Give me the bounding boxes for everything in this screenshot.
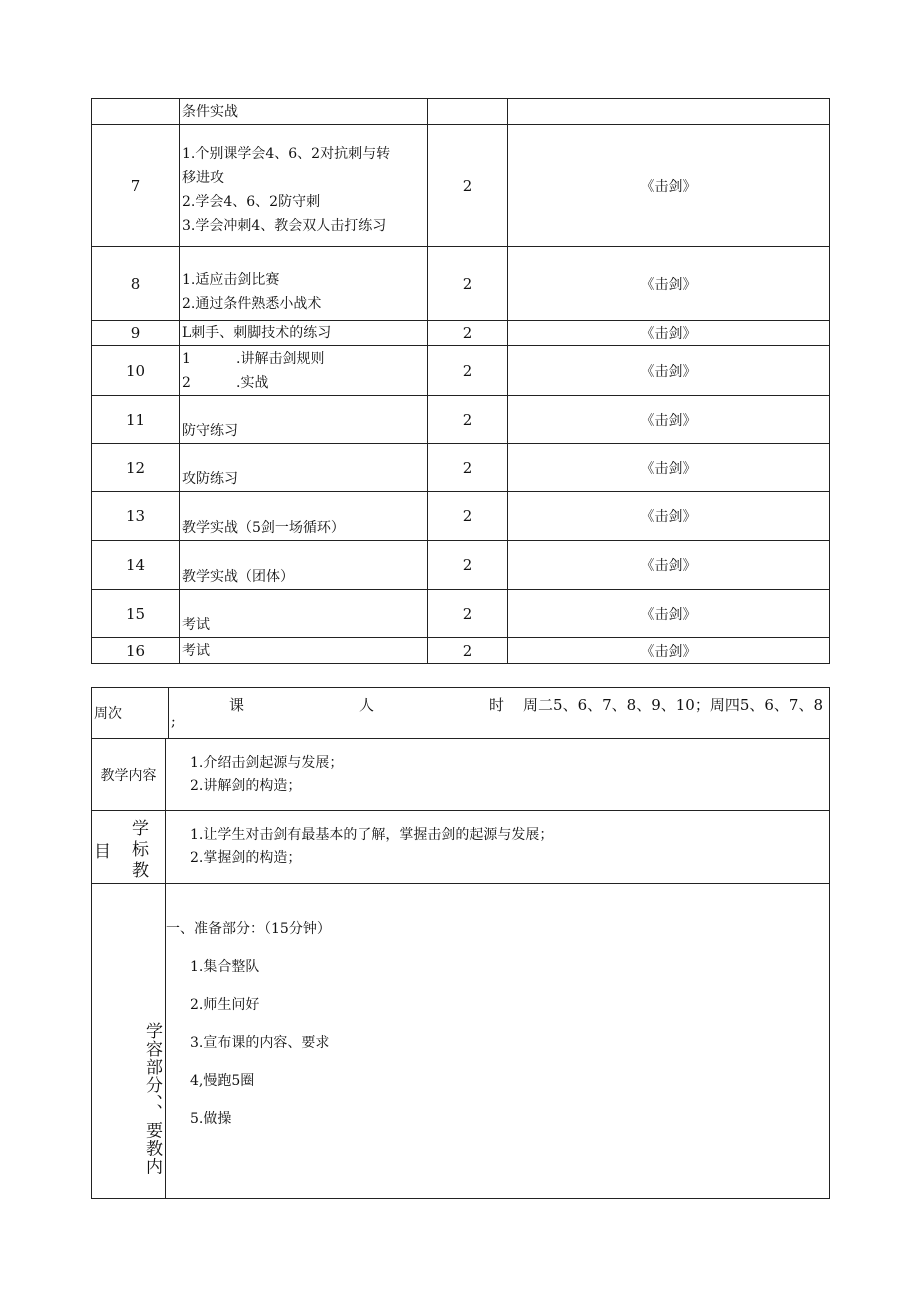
week-cell: 12: [92, 444, 180, 492]
hours-cell: 2: [428, 346, 508, 396]
table-row: [92, 346, 830, 396]
procedure-body: [166, 884, 830, 1199]
content-label: 教学内容: [92, 739, 166, 811]
week-cell: 8: [92, 247, 180, 321]
content-cell: 考试: [180, 638, 428, 664]
hours-cell: 2: [428, 492, 508, 541]
content-body: 1.介绍击剑起源与发展； 2.讲解剑的构造；: [166, 739, 830, 811]
week-label: 周次: [92, 688, 169, 738]
content-cell: 考试: [180, 590, 428, 638]
table-row: [92, 739, 830, 811]
textbook-cell: 《击剑》: [508, 321, 830, 346]
plan-item: 1.集合整队: [190, 959, 260, 975]
table-row: [92, 444, 830, 492]
content-cell: L刺手、刺脚技术的练习: [180, 321, 428, 346]
content-cell: 1.适应击剑比赛 2.通过条件熟悉小战术: [180, 247, 428, 321]
course-schedule-table: [91, 98, 830, 664]
hours-cell: 2: [428, 444, 508, 492]
plan-item: 2.师生问好: [190, 997, 260, 1013]
plan-heading: 一、准备部分：（15分钟）: [166, 921, 331, 937]
table-row: [92, 638, 830, 664]
table-row: [92, 884, 830, 1199]
hours-cell: 2: [428, 125, 508, 247]
hours-cell: 2: [428, 247, 508, 321]
week-cell: 10: [92, 346, 180, 396]
textbook-cell: 《击剑》: [508, 444, 830, 492]
table-row: [92, 125, 830, 247]
class-hours-value: 周二5、6、7、8、9、10；周四5、6、7、8: [523, 696, 824, 714]
textbook-cell: 《击剑》: [508, 247, 830, 321]
method-label: 学容部分、、要教内: [92, 884, 166, 1199]
table-row: [92, 396, 830, 444]
textbook-cell: 《击剑》: [508, 590, 830, 638]
table-row: [92, 541, 830, 590]
week-cell: 9: [92, 321, 180, 346]
table-row: [92, 247, 830, 321]
hours-cell: 2: [428, 396, 508, 444]
content-cell: 教学实战（团体）: [180, 541, 428, 590]
week-cell: 13: [92, 492, 180, 541]
textbook-cell: 《击剑》: [508, 492, 830, 541]
content-cell: 教学实战（5剑一场循环）: [180, 492, 428, 541]
week-cell: 15: [92, 590, 180, 638]
hours-cell: 2: [428, 321, 508, 346]
content-cell: 1 .讲解击剑规则 2 .实战: [180, 346, 428, 396]
hours-cell: 2: [428, 541, 508, 590]
week-cell: 14: [92, 541, 180, 590]
week-cell: 16: [92, 638, 180, 664]
table-row: [92, 590, 830, 638]
lesson-plan-table: [91, 687, 830, 1199]
table-row: [92, 99, 830, 125]
content-cell: 攻防练习: [180, 444, 428, 492]
textbook-cell: 《击剑》: [508, 638, 830, 664]
content-cell: 1.个别课学会4、6、2对抗刺与转 移进攻 2.学会4、6、2防守刺 3.学会冲刺4、教会双人击打练习: [180, 125, 428, 247]
hours-cell: 2: [428, 638, 508, 664]
week-cell: 11: [92, 396, 180, 444]
content-cell: 防守练习: [180, 396, 428, 444]
goal-body: 1.让学生对击剑有最基本的了解，掌握击剑的起源与发展； 2.掌握剑的构造；: [166, 811, 830, 884]
plan-item: 5.做操: [190, 1111, 232, 1127]
hours-cell: 2: [428, 590, 508, 638]
textbook-cell: 《击剑》: [508, 541, 830, 590]
textbook-cell: 《击剑》: [508, 346, 830, 396]
plan-item: 3.宣布课的内容、要求: [190, 1035, 330, 1051]
table-row: [92, 321, 830, 346]
week-cell: [92, 99, 180, 125]
table-row: [92, 492, 830, 541]
table-row: 周次 课 人 时 周二5、6、7、8、9、10；周四5、6、7、8 ;: [92, 688, 830, 739]
textbook-cell: 《击剑》: [508, 396, 830, 444]
goal-label: 目 学 标 教: [92, 811, 166, 884]
class-hours: 课 人 时 周二5、6、7、8、9、10；周四5、6、7、8: [229, 696, 824, 714]
table-row: [92, 811, 830, 884]
content-cell: 条件实战: [180, 99, 428, 125]
textbook-cell: 《击剑》: [508, 125, 830, 247]
week-cell: 7: [92, 125, 180, 247]
plan-item: 4,慢跑5圈: [190, 1073, 255, 1089]
